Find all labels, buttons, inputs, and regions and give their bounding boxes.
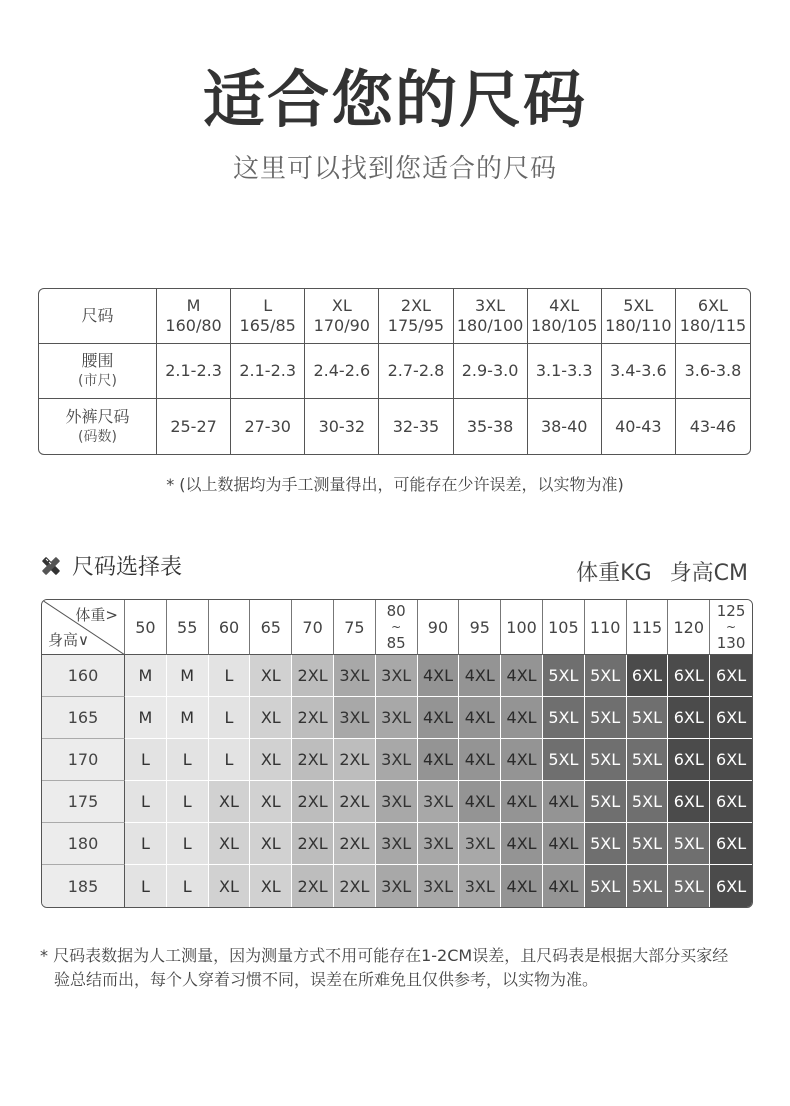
size-cell: 5XL xyxy=(627,823,669,865)
size-name: M xyxy=(186,296,201,315)
size-cell: 2XL xyxy=(292,697,334,739)
size-cell: L xyxy=(125,739,167,781)
size-cell: XL xyxy=(209,781,251,823)
selection-header xyxy=(38,550,182,581)
measurement-note: * (以上数据均为手工测量得出，可能存在少许误差，以实物为准) xyxy=(166,475,624,494)
size-cell: 3XL xyxy=(418,781,460,823)
size-cell: L xyxy=(125,865,167,907)
size-cell: L xyxy=(209,697,251,739)
table-cell: 27-30 xyxy=(231,399,305,454)
size-cell: 5XL xyxy=(627,865,669,907)
size-cell: 4XL xyxy=(501,781,543,823)
size-cell: 6XL xyxy=(710,697,752,739)
weight-range xyxy=(710,603,752,651)
page-title: 适合您的尺码 xyxy=(202,63,587,136)
size-name: XL xyxy=(331,296,352,315)
size-cell: 5XL xyxy=(543,655,585,697)
weight-header: 75 xyxy=(334,600,376,655)
size-name: 3XL xyxy=(475,296,506,315)
disclaimer-line-1: * 尺码表数据为人工测量，因为测量方式不用可能存在1-2CM误差，且尺码表是根据大部分买家经 xyxy=(40,946,729,965)
row-label xyxy=(39,344,157,399)
table-cell: 35-38 xyxy=(454,399,528,454)
size-column-header xyxy=(528,289,602,344)
size-name: 4XL xyxy=(549,296,580,315)
size-cell: 2XL xyxy=(292,865,334,907)
size-cell: 3XL xyxy=(376,739,418,781)
size-cell: 6XL xyxy=(627,655,669,697)
weight-header xyxy=(376,600,418,655)
size-cell: 6XL xyxy=(668,739,710,781)
row-label-unit: (码数) xyxy=(78,428,117,445)
table-cell: 43-46 xyxy=(689,416,737,436)
size-cell: 5XL xyxy=(543,739,585,781)
unit-height: 身高CM xyxy=(669,561,748,586)
size-cell: 6XL xyxy=(710,781,752,823)
size-cell: 3XL xyxy=(334,697,376,739)
weight-header: 65 xyxy=(250,600,292,655)
size-cell: XL xyxy=(250,865,292,907)
table-cell: 3.4-3.6 xyxy=(602,344,676,399)
weight-header: 60 xyxy=(209,600,251,655)
size-spec: 180/110 xyxy=(605,316,672,335)
disclaimer-note xyxy=(40,944,760,992)
size-cell: 3XL xyxy=(334,655,376,697)
size-cell: M xyxy=(125,655,167,697)
size-spec: 160/80 xyxy=(165,316,222,335)
weight-range-part: ~ xyxy=(726,620,737,634)
size-header-label: 尺码 xyxy=(39,289,157,344)
table-cell: 30-32 xyxy=(305,399,379,454)
table-cell: 2.1-2.3 xyxy=(157,344,231,399)
size-cell: 6XL xyxy=(710,655,752,697)
size-cell: XL xyxy=(250,697,292,739)
weight-range-part: ~ xyxy=(391,620,402,634)
size-cell: 4XL xyxy=(501,739,543,781)
size-cell: 2XL xyxy=(334,823,376,865)
weight-range-part: 125 xyxy=(716,602,746,620)
size-cell: XL xyxy=(250,823,292,865)
size-cell: 2XL xyxy=(292,739,334,781)
weight-header: 105 xyxy=(543,600,585,655)
size-cell: 4XL xyxy=(501,823,543,865)
size-cell: 4XL xyxy=(501,697,543,739)
corner-weight-label: 体重> xyxy=(75,606,118,624)
size-cell: 5XL xyxy=(585,655,627,697)
size-cell: 2XL xyxy=(292,781,334,823)
size-cell: 2XL xyxy=(292,823,334,865)
size-cell: L xyxy=(167,823,209,865)
size-cell: L xyxy=(125,823,167,865)
size-cell: XL xyxy=(250,781,292,823)
table-cell: 40-43 xyxy=(602,399,676,454)
size-name: 6XL xyxy=(697,296,728,315)
row-label-main: 腰围 xyxy=(81,351,114,370)
size-cell: 4XL xyxy=(418,655,460,697)
weight-header: 55 xyxy=(167,600,209,655)
table-cell: 2.9-3.0 xyxy=(454,344,528,399)
size-spec: 165/85 xyxy=(239,316,296,335)
size-cell: 3XL xyxy=(376,655,418,697)
size-cell: L xyxy=(167,781,209,823)
size-cell: 4XL xyxy=(418,739,460,781)
size-cell: 5XL xyxy=(585,739,627,781)
size-cell: 4XL xyxy=(459,697,501,739)
size-cell: XL xyxy=(209,823,251,865)
table-cell: 2.1-2.3 xyxy=(231,344,305,399)
size-cell: 6XL xyxy=(710,865,752,907)
size-spec: 180/105 xyxy=(530,316,598,335)
size-cell: M xyxy=(125,697,167,739)
size-cell: 4XL xyxy=(418,697,460,739)
size-cell: 3XL xyxy=(376,697,418,739)
size-cell: 5XL xyxy=(627,739,669,781)
size-name: 2XL xyxy=(400,296,431,315)
size-cell: 5XL xyxy=(668,823,710,865)
size-cell: 4XL xyxy=(459,739,501,781)
height-label: 185 xyxy=(42,865,125,907)
size-cell: 6XL xyxy=(668,655,710,697)
size-cell: 3XL xyxy=(376,823,418,865)
size-cell: M xyxy=(167,697,209,739)
size-cell: 6XL xyxy=(710,739,752,781)
table-cell: 25-27 xyxy=(157,399,231,454)
height-label: 165 xyxy=(42,697,125,739)
height-label: 180 xyxy=(42,823,125,865)
size-cell: L xyxy=(209,655,251,697)
size-cell: 2XL xyxy=(334,739,376,781)
weight-header: 95 xyxy=(459,600,501,655)
size-column-header xyxy=(379,289,453,344)
size-cell: 4XL xyxy=(543,865,585,907)
size-cell: 5XL xyxy=(627,781,669,823)
weight-range-part: 85 xyxy=(386,634,406,652)
size-cell: 4XL xyxy=(501,865,543,907)
size-cell: 5XL xyxy=(585,865,627,907)
table-cell: 3.1-3.3 xyxy=(528,344,602,399)
size-cell: 5XL xyxy=(585,823,627,865)
size-column-header xyxy=(602,289,676,344)
size-cell: 4XL xyxy=(459,655,501,697)
weight-header: 100 xyxy=(501,600,543,655)
unit-weight: 体重KG xyxy=(576,561,652,586)
size-cell: 6XL xyxy=(668,697,710,739)
size-selection-grid xyxy=(41,599,753,908)
size-cell: 3XL xyxy=(376,781,418,823)
weight-header: 70 xyxy=(292,600,334,655)
weight-range xyxy=(376,603,417,651)
size-cell: 5XL xyxy=(627,697,669,739)
size-cell: 6XL xyxy=(710,823,752,865)
size-cell: 2XL xyxy=(292,655,334,697)
size-cell: XL xyxy=(209,865,251,907)
height-label: 170 xyxy=(42,739,125,781)
size-cell: 6XL xyxy=(668,781,710,823)
size-name: 5XL xyxy=(623,296,654,315)
weight-header: 110 xyxy=(585,600,627,655)
size-cell: 3XL xyxy=(459,865,501,907)
weight-range-part: 130 xyxy=(716,634,746,652)
corner-height-label: 身高∨ xyxy=(48,631,89,649)
row-label-unit: (市尺) xyxy=(78,373,117,389)
size-cell: 3XL xyxy=(459,823,501,865)
size-cell: 3XL xyxy=(376,865,418,907)
size-cell: L xyxy=(209,739,251,781)
table-cell: 3.6-3.8 xyxy=(676,344,750,399)
size-spec: 170/90 xyxy=(313,316,370,335)
table-cell: 32-35 xyxy=(379,399,453,454)
weight-header: 115 xyxy=(627,600,669,655)
size-cell: 3XL xyxy=(418,865,460,907)
size-cell: 5XL xyxy=(668,865,710,907)
table-cell: 38-40 xyxy=(528,399,602,454)
size-cell: 4XL xyxy=(459,781,501,823)
size-cell: XL xyxy=(250,739,292,781)
weight-range-part: 80 xyxy=(386,602,406,620)
size-cell: M xyxy=(167,655,209,697)
size-column-header xyxy=(157,289,231,344)
size-column-header xyxy=(231,289,305,344)
page-subtitle: 这里可以找到您适合的尺码 xyxy=(232,154,557,184)
row-label-main: 外裤尺码 xyxy=(65,406,130,426)
size-column-header xyxy=(676,289,750,344)
size-cell: 4XL xyxy=(501,655,543,697)
size-cell: L xyxy=(167,739,209,781)
weight-header: 120 xyxy=(668,600,710,655)
size-cell: L xyxy=(167,865,209,907)
row-label xyxy=(39,399,157,454)
size-spec: 180/100 xyxy=(456,316,524,335)
weight-header xyxy=(710,600,752,655)
size-cell: 5XL xyxy=(585,781,627,823)
selection-title: 尺码选择表 xyxy=(72,555,183,580)
size-spec-table xyxy=(38,288,751,455)
size-cell: 5XL xyxy=(543,697,585,739)
units-label xyxy=(576,556,748,587)
size-cell: 4XL xyxy=(543,823,585,865)
height-label: 175 xyxy=(42,781,125,823)
size-cell: 2XL xyxy=(334,781,376,823)
height-label: 160 xyxy=(42,655,125,697)
size-cell: 4XL xyxy=(543,781,585,823)
size-cell: 2XL xyxy=(334,865,376,907)
size-name: L xyxy=(263,296,273,315)
size-spec: 175/95 xyxy=(387,316,445,335)
size-cell: 5XL xyxy=(585,697,627,739)
size-spec: 180/115 xyxy=(679,316,747,335)
table-cell: 2.7-2.8 xyxy=(379,344,453,399)
weight-header: 90 xyxy=(418,600,460,655)
weight-header: 50 xyxy=(125,600,167,655)
disclaimer-line-2: 验总结而出，每个人穿着习惯不同，误差在所难免且仅供参考，以实物为准。 xyxy=(54,970,599,989)
size-cell: XL xyxy=(250,655,292,697)
grid-corner xyxy=(42,600,125,655)
size-column-header xyxy=(454,289,528,344)
pencil-ruler-icon xyxy=(38,553,64,579)
size-cell: 3XL xyxy=(418,823,460,865)
size-cell: L xyxy=(125,781,167,823)
size-column-header xyxy=(305,289,379,344)
table-cell: 2.4-2.6 xyxy=(305,344,379,399)
